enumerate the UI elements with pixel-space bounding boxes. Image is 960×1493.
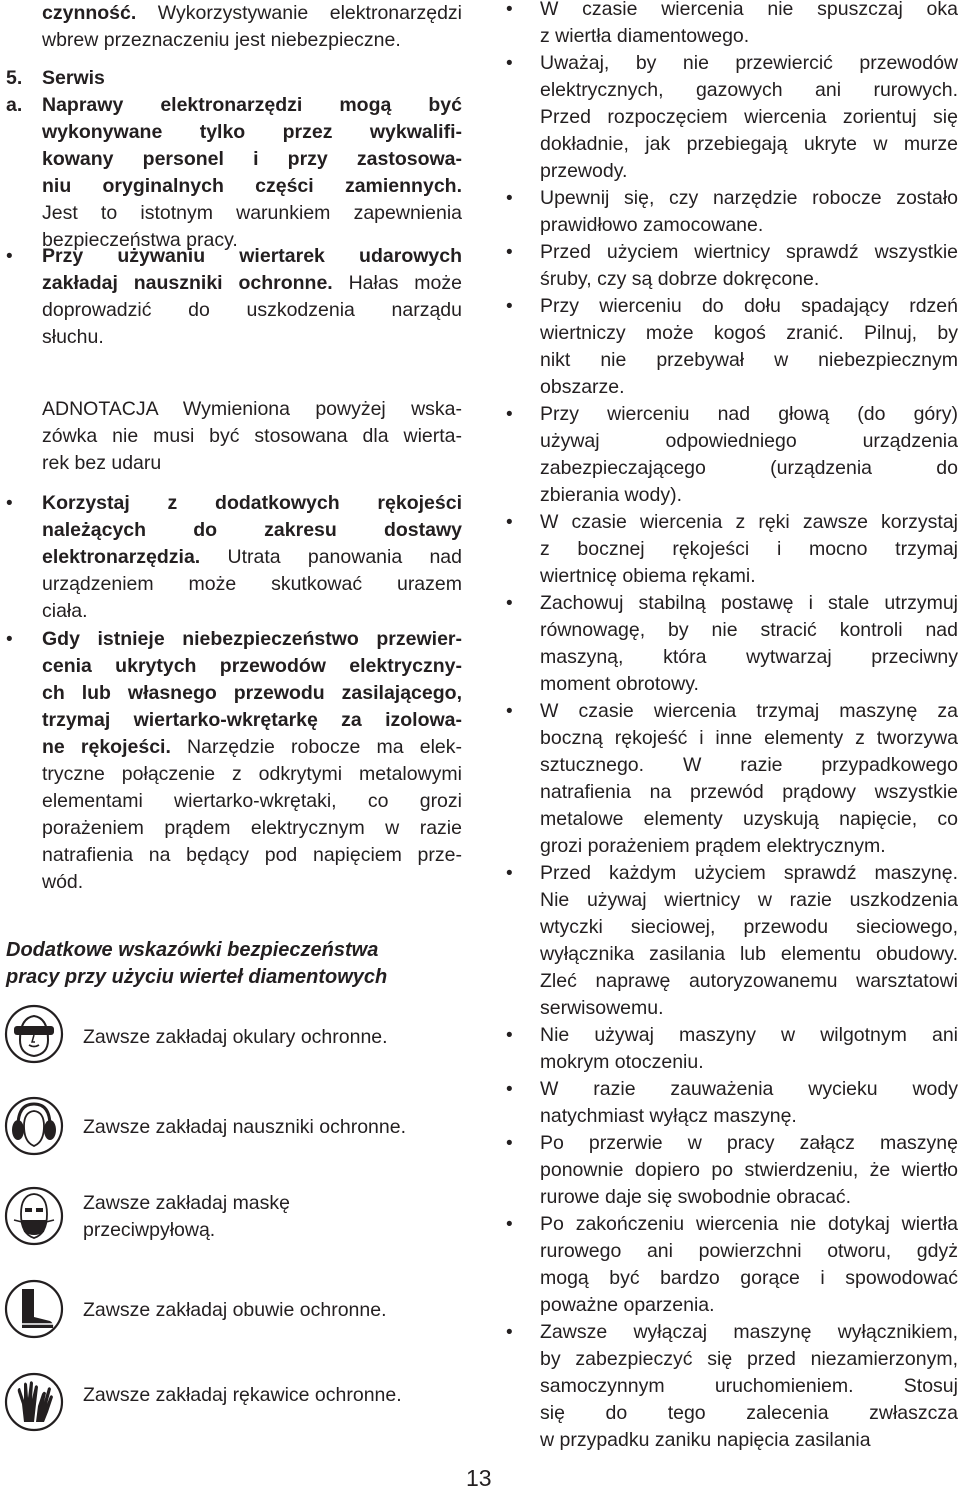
- right-bullet-line: używaj odpowiedniego urządzenia: [540, 430, 958, 452]
- bullet2-line: [42, 517, 462, 544]
- right-bullet-line: wiertnicę obiema rękami.: [540, 565, 756, 587]
- right-bullet-line: W czasie wiercenia trzymaj maszynę za: [540, 700, 958, 722]
- item4-line-bold: czynność.: [42, 2, 137, 24]
- bullet-marker: •: [506, 512, 513, 533]
- right-bullet-line: śruby, czy są dobrze dokręcone.: [540, 268, 820, 290]
- section-5-number: 5.: [6, 67, 23, 89]
- right-bullet-line: maszyną, która wytwarzaj przeciwny: [540, 646, 958, 668]
- safety-boots-icon: [4, 1279, 64, 1339]
- right-bullet-line: Zawsze wyłączaj maszynę wyłącznikiem,: [540, 1321, 958, 1343]
- bullet-marker: •: [6, 246, 13, 267]
- item4-line: [42, 0, 462, 27]
- right-bullet-line: elektrycznych, gazowych ani rurowych.: [540, 79, 958, 101]
- section-heading-line2: pracy przy użyciu wierteł diamentowych: [6, 966, 388, 988]
- item-a-line: [42, 173, 462, 200]
- note-line: [42, 450, 462, 477]
- right-bullet-line: nikt nie przebywał w niebezpiecznym: [540, 349, 958, 371]
- bullet3-line-bold: ch lub własnego przewodu zasilającego,: [42, 682, 462, 704]
- ppe-label-mask: Zawsze zakładaj maskę: [83, 1192, 290, 1214]
- page-number: 13: [466, 1465, 492, 1491]
- right-bullet-line: obszarze.: [540, 376, 625, 398]
- bullet-marker: •: [506, 0, 513, 20]
- bullet3-line-text: elementami wiertarko-wkrętaki, co grozi: [42, 790, 462, 812]
- item-a-letter: a.: [6, 94, 23, 116]
- bullet3-line: [42, 707, 462, 734]
- bullet-marker: •: [506, 863, 513, 884]
- right-bullet-line: zabezpieczającego (urządzenia do: [540, 457, 958, 479]
- bullet3-line: [42, 626, 462, 653]
- item-a-line: [42, 119, 462, 146]
- right-bullet-line: równowagę, by nie stracić kontroli nad: [540, 619, 958, 641]
- safety-glasses-icon: [4, 1004, 64, 1064]
- item4-line-text: Wykorzystywanie elektronarzędzi: [136, 2, 462, 24]
- bullet1-line-text: Hałas może: [332, 272, 462, 294]
- bullet2-line-bold: elektronarzędzia.: [42, 546, 201, 568]
- bullet3-line: [42, 815, 462, 842]
- bullet1-line-text: doprowadzić do uszkodzenia narządu: [42, 299, 462, 321]
- right-bullet-line: Przed użyciem wiertnicy sprawdź wszystkie: [540, 241, 958, 263]
- right-bullet-line: wtyczki sieciowej, przewodu sieciowego,: [540, 916, 958, 938]
- bullet3-line-text: porażeniem prądem elektrycznym w razie: [42, 817, 462, 839]
- right-bullet-line: grozi porażeniem prądem elektrycznym.: [540, 835, 886, 857]
- note-line: [42, 396, 462, 423]
- section-5-title: Serwis: [42, 67, 105, 89]
- bullet3-line-text: wód.: [42, 871, 84, 893]
- right-bullet-line: natychmiast wyłącz maszynę.: [540, 1105, 797, 1127]
- bullet-marker: •: [506, 404, 513, 425]
- right-bullet-line: rurowego ani powierzchni otworu, gdyż: [540, 1240, 958, 1262]
- note-line-text: zówka nie musi być stosowana dla wierta-: [42, 425, 462, 447]
- bullet-marker: •: [506, 701, 513, 722]
- item4-line: [42, 27, 462, 54]
- item-a-line: [42, 92, 462, 119]
- bullet2-line-bold: Korzystaj z dodatkowych rękojeści: [42, 492, 462, 514]
- bullet3-line: [42, 788, 462, 815]
- right-bullet-line: W razie zauważenia wycieku wody: [540, 1078, 958, 1100]
- right-bullet-line: dokładnie, jak przebiegają ukryte w murze: [540, 133, 958, 155]
- bullet-marker: •: [506, 1214, 513, 1235]
- bullet2-line: [42, 544, 462, 571]
- right-bullet-line: Zleć naprawę autoryzowanemu warsztatowi: [540, 970, 958, 992]
- right-bullet-line: boczną rękojeść i inne elementy z tworzywa: [540, 727, 958, 749]
- bullet3-line: [42, 869, 462, 896]
- right-bullet-line: sztucznego. W razie przypadkowego: [540, 754, 958, 776]
- right-bullet-line: by zabezpieczyć się przed niezamierzonym,: [540, 1348, 958, 1370]
- item-a-line-bold: wykonywane tylko przez wykwalifi-: [42, 121, 462, 143]
- right-bullet-line: mokrym otoczeniu.: [540, 1051, 704, 1073]
- right-bullet-line: serwisowemu.: [540, 997, 664, 1019]
- right-bullet-line: Upewnij się, czy narzędzie robocze zostało: [540, 187, 958, 209]
- right-bullet-line: metalowe elementy uzyskują napięcie, co: [540, 808, 958, 830]
- bullet-marker: •: [506, 242, 513, 263]
- right-bullet-line: samoczynnym uruchomieniem. Stosuj: [540, 1375, 958, 1397]
- right-bullet-line: z wiertła diamentowego.: [540, 25, 750, 47]
- right-bullet-line: w przypadku zaniku napięcia zasilania: [540, 1429, 871, 1451]
- gloves-icon: [4, 1372, 64, 1432]
- item-a-line-text: bezpieczeństwa pracy.: [42, 229, 238, 251]
- bullet1-line: [42, 297, 462, 324]
- dust-mask-icon: [4, 1186, 64, 1246]
- right-bullet-line: Przed każdym użyciem sprawdź maszynę.: [540, 862, 958, 884]
- ppe-label-boots: Zawsze zakładaj obuwie ochronne.: [83, 1299, 387, 1321]
- bullet-marker: •: [6, 493, 13, 514]
- ear-protection-icon: [4, 1096, 64, 1156]
- right-bullet-line: przewody.: [540, 160, 628, 182]
- item-a-line-bold: kowany personel i przy zastosowa-: [42, 148, 462, 170]
- item-a-line-bold: niu oryginalnych części zamiennych.: [42, 175, 462, 197]
- ppe-label-mask-2: przeciwpyłową.: [83, 1219, 216, 1241]
- bullet-marker: •: [506, 1079, 513, 1100]
- bullet-marker: •: [506, 1025, 513, 1046]
- bullet1-line: [42, 270, 462, 297]
- bullet2-line: [42, 571, 462, 598]
- section-heading-line1: Dodatkowe wskazówki bezpieczeństwa: [6, 939, 379, 961]
- right-bullet-line: Nie używaj maszyny w wilgotnym ani: [540, 1024, 958, 1046]
- bullet3-line: [42, 734, 462, 761]
- bullet-marker: •: [506, 296, 513, 317]
- right-bullet-line: się do tego zalecenia zwłaszcza: [540, 1402, 958, 1424]
- right-bullet-line: prawidłowo zamocowane.: [540, 214, 764, 236]
- bullet2-line-text: ciała.: [42, 600, 88, 622]
- right-bullet-line: zbierania wody).: [540, 484, 682, 506]
- bullet3-line: [42, 842, 462, 869]
- right-bullet-line: ponownie dopiero po stwierdzeniu, że wiertło: [540, 1159, 958, 1181]
- ppe-label-glasses: Zawsze zakładaj okulary ochronne.: [83, 1026, 388, 1048]
- right-bullet-line: Przy wierceniu do dołu spadający rdzeń: [540, 295, 958, 317]
- bullet2-line: [42, 598, 462, 625]
- item-a-line: [42, 200, 462, 227]
- bullet-marker: •: [506, 1133, 513, 1154]
- ppe-label-ear: Zawsze zakładaj nauszniki ochronne.: [83, 1116, 407, 1138]
- bullet-marker: •: [506, 188, 513, 209]
- right-bullet-line: W czasie wiercenia z ręki zawsze korzystaj: [540, 511, 958, 533]
- bullet1-line: [42, 243, 462, 270]
- item-a-line-text: Jest to istotnym warunkiem zapewnienia: [42, 202, 462, 224]
- right-bullet-line: Nie używaj wiertnicy w razie uszkodzenia: [540, 889, 958, 911]
- bullet-marker: •: [6, 629, 13, 650]
- bullet1-line-bold: Przy używaniu wiertarek udarowych: [42, 245, 462, 267]
- ppe-label-gloves: Zawsze zakładaj rękawice ochronne.: [83, 1384, 402, 1406]
- right-bullet-line: Po przerwie w pracy załącz maszynę: [540, 1132, 958, 1154]
- note-line-text: rek bez udaru: [42, 452, 162, 474]
- bullet-marker: •: [506, 1322, 513, 1343]
- right-bullet-line: Zachowuj stabilną postawę i stale utrzymuj: [540, 592, 958, 614]
- bullet3-line: [42, 653, 462, 680]
- right-bullet-line: moment obrotowy.: [540, 673, 699, 695]
- bullet3-line-text: Narzędzie robocze ma elek-: [170, 736, 463, 758]
- right-bullet-line: natrafienia na przewód prądowy wszystkie: [540, 781, 958, 803]
- bullet1-line-text: słuchu.: [42, 326, 104, 348]
- bullet3-line-text: natrafienia na będący pod napięciem prze-: [42, 844, 462, 866]
- right-bullet-line: z bocznej rękojeści i mocno trzymaj: [540, 538, 958, 560]
- bullet1-line-bold: zakładaj nauszniki ochronne.: [42, 272, 333, 294]
- right-bullet-line: rurowe daje się swobodnie obracać.: [540, 1186, 852, 1208]
- bullet3-line-bold: ne rękojeści.: [42, 736, 171, 758]
- bullet2-line: [42, 490, 462, 517]
- item4-line-text: wbrew przeznaczeniu jest niebezpieczne.: [42, 29, 401, 51]
- bullet3-line-bold: cenia ukrytych przewodów elektryczny-: [42, 655, 462, 677]
- right-bullet-line: Przed rozpoczęciem wiercenia zorientuj się: [540, 106, 958, 128]
- bullet-marker: •: [506, 53, 513, 74]
- right-bullet-line: Po zakończeniu wiercenia nie dotykaj wiertła: [540, 1213, 958, 1235]
- right-bullet-line: Przy wierceniu nad głową (do góry): [540, 403, 958, 425]
- item-a-line: [42, 146, 462, 173]
- note-line-text: ADNOTACJA Wymieniona powyżej wska-: [42, 398, 462, 420]
- bullet3-line-bold: Gdy istnieje niebezpieczeństwo przewier-: [42, 628, 462, 650]
- right-bullet-line: wyłącznika zasilania lub elementu obudowy.: [540, 943, 958, 965]
- bullet3-line: [42, 761, 462, 788]
- right-bullet-line: wiertniczy może kogoś zranić. Pilnuj, by: [540, 322, 958, 344]
- item-a-line-bold: Naprawy elektronarzędzi mogą być: [42, 94, 462, 116]
- note-line: [42, 423, 462, 450]
- bullet3-line-text: tryczne połączenie z odkrytymi metalowymi: [42, 763, 462, 785]
- bullet2-line-text: Utrata panowania nad: [200, 546, 462, 568]
- bullet-marker: •: [506, 593, 513, 614]
- bullet3-line: [42, 680, 462, 707]
- bullet2-line-text: urządzeniem może skutkować urazem: [42, 573, 462, 595]
- bullet1-line: [42, 324, 462, 351]
- right-bullet-line: mogą być bardzo gorące i spowodować: [540, 1267, 958, 1289]
- right-bullet-line: W czasie wiercenia nie spuszczaj oka: [540, 0, 958, 20]
- bullet3-line-bold: trzymaj wiertarko-wkrętarkę za izolowa-: [42, 709, 462, 731]
- right-bullet-line: Uważaj, by nie przewiercić przewodów: [540, 52, 958, 74]
- right-bullet-line: poważne oparzenia.: [540, 1294, 715, 1316]
- bullet2-line-bold: należących do zakresu dostawy: [42, 519, 462, 541]
